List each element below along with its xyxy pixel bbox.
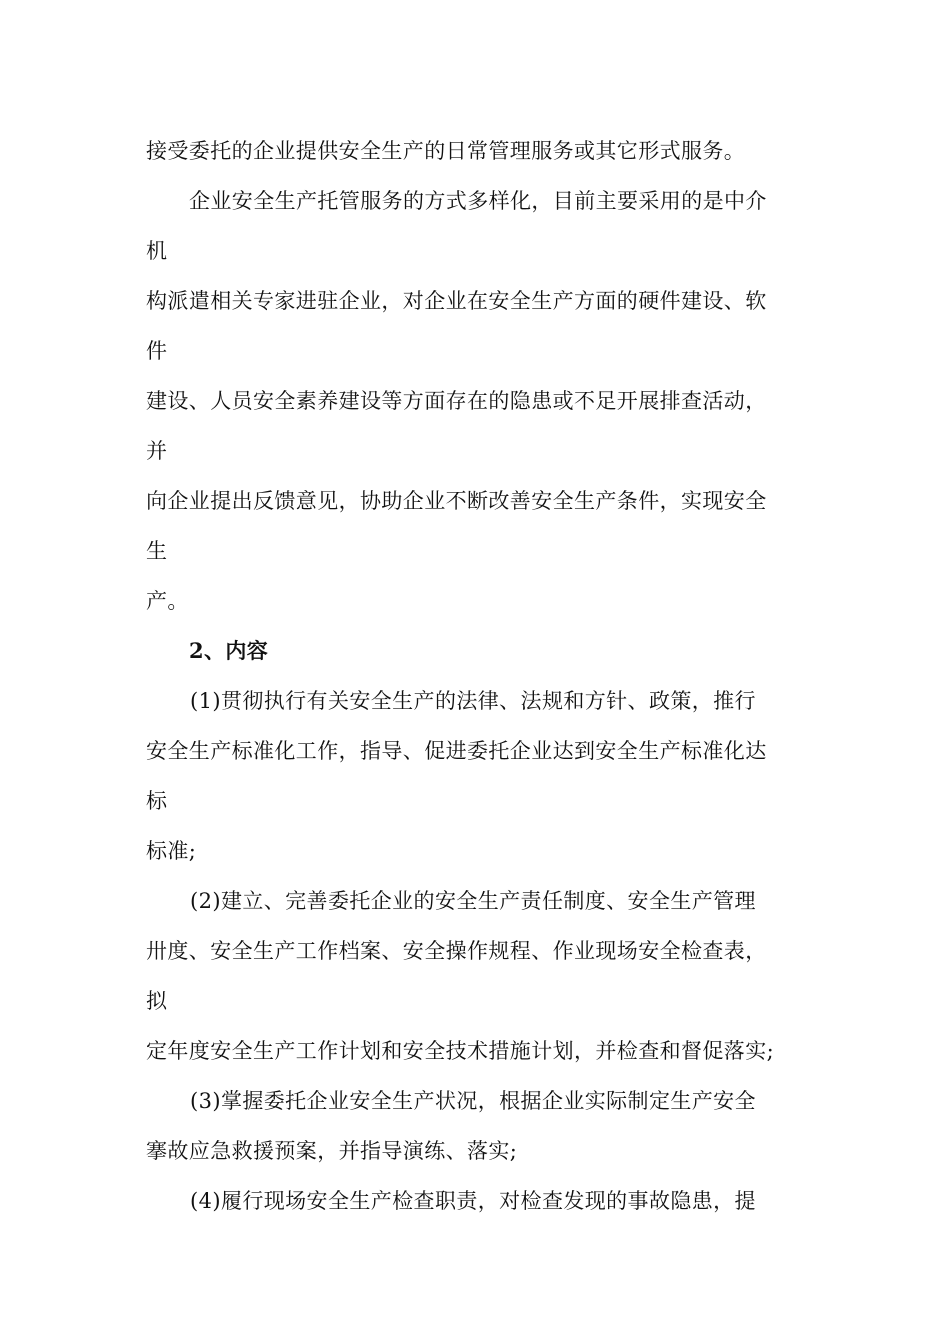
text-line: 卅度、安全生产工作档案、安全操作规程、作业现场安全检查表， xyxy=(146,939,767,963)
text-line: 向企业提出反馈意见，协助企业不断改善安全生产条件，实现安全 xyxy=(146,489,767,513)
text-line: 件 xyxy=(146,339,168,363)
text-line: 搴故应急救援预案，并指导演练、落实; xyxy=(146,1139,518,1163)
text-line: 并 xyxy=(146,439,168,463)
text-line: 标准; xyxy=(146,839,197,863)
section-heading: 2、内容 xyxy=(189,638,269,663)
text-line: 机 xyxy=(146,239,168,263)
list-item-4: (4)履行现场安全生产检查职责，对检查发现的事故隐患，提 xyxy=(190,1189,756,1213)
list-item-1: (1)贯彻执行有关安全生产的法律、法规和方针、政策，推行 xyxy=(190,689,756,713)
text-line: 标 xyxy=(146,789,168,813)
list-item-3: (3)掌握委托企业安全生产状况，根据企业实际制定生产安全 xyxy=(190,1089,756,1113)
text-line: 建设、人员安全素养建设等方面存在的隐患或不足开展排查活动， xyxy=(146,389,767,413)
list-item-2: (2)建立、完善委托企业的安全生产责任制度、安全生产管理 xyxy=(190,889,756,913)
paragraph-start: 企业安全生产托管服务的方式多样化，目前主要采用的是中介 xyxy=(189,189,767,213)
text-line: 生 xyxy=(146,539,168,563)
text-line: 产。 xyxy=(146,589,189,613)
text-line: 定年度安全生产工作计划和安全技术措施计划，并检查和督促落实; xyxy=(146,1039,775,1063)
text-line: 接受委托的企业提供安全生产的日常管理服务或其它形式服务。 xyxy=(146,139,746,163)
text-line: 安全生产标准化工作，指导、促进委托企业达到安全生产标准化达 xyxy=(146,739,767,763)
text-line: 构派遣相关专家进驻企业，对企业在安全生产方面的硬件建设、软 xyxy=(146,289,767,313)
text-line: 拟 xyxy=(146,989,168,1013)
